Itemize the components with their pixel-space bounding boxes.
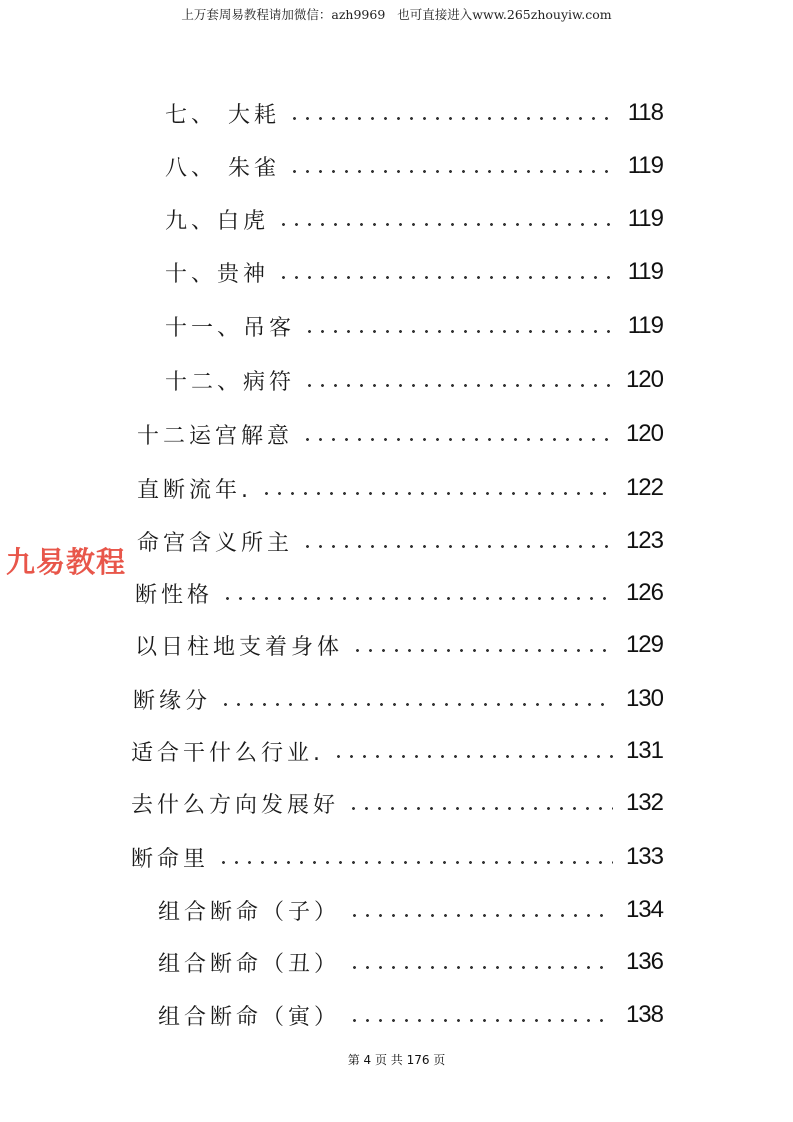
toc-entry[interactable] [131,731,663,771]
toc-entry[interactable] [158,995,663,1035]
toc-entry-page: 138 [625,1001,663,1028]
toc-entry[interactable] [165,360,663,400]
toc-entry[interactable] [165,146,663,186]
toc-entry-page: 134 [625,896,663,923]
toc-leader-dots [351,649,613,652]
toc-entry-page: 132 [625,789,663,816]
toc-entry[interactable] [158,890,663,930]
toc-entry-page: 126 [625,579,663,606]
toc-entry[interactable] [131,783,663,823]
toc-entry[interactable] [137,468,663,508]
page-header [0,5,793,23]
toc-entry-title: 组合断命（丑） [158,951,341,977]
toc-leader-dots [277,223,613,226]
toc-leader-dots [348,914,613,917]
toc-leader-dots [303,384,613,387]
toc-entry-page: 119 [627,312,663,339]
toc-entry-title: 适合干什么行业. [131,740,324,766]
toc-entry[interactable] [165,306,663,346]
toc-leader-dots [288,117,613,120]
header-wechat-text: 上万套周易教程请加微信：azh9969 [181,7,386,22]
toc-leader-dots [301,545,613,548]
toc-leader-dots [303,330,613,333]
toc-entry[interactable] [133,679,663,719]
toc-leader-dots [348,966,613,969]
toc-entry-page: 120 [625,420,663,447]
toc-entry[interactable] [158,942,663,982]
toc-entry-page: 122 [625,474,663,501]
toc-entry-page: 119 [627,205,663,232]
toc-entry-page: 131 [625,737,663,764]
toc-entry-title: 十、贵神 [165,261,270,287]
toc-entry[interactable] [131,837,663,877]
toc-leader-dots [288,170,613,173]
toc-entry-page: 120 [625,366,663,393]
toc-leader-dots [301,438,613,441]
toc-leader-dots [217,861,613,864]
toc-entry-page: 130 [625,685,663,712]
toc-entry-page: 119 [627,258,663,285]
toc-entry-title: 八、 朱雀 [165,155,280,181]
toc-leader-dots [221,597,613,600]
page-footer: 第 4 页 共 176 页 [347,1053,446,1067]
header-website-text: 也可直接进入www.265zhouyiw.com [397,7,612,22]
toc-entry-title: 以日柱地支着身体 [135,634,344,660]
toc-entry-page: 136 [625,948,663,975]
toc-leader-dots [219,703,613,706]
toc-entry-page: 133 [625,843,663,870]
toc-leader-dots [260,492,613,495]
toc-entry-title: 断缘分 [133,688,212,714]
toc-entry[interactable] [137,521,663,561]
toc-entry[interactable] [135,625,663,665]
toc-leader-dots [347,807,613,810]
toc-entry-title: 十二运宫解意 [137,423,294,449]
toc-entry[interactable] [165,252,663,292]
toc-entry-title: 九、白虎 [165,208,270,234]
toc-entry[interactable] [165,93,663,133]
toc-entry-title: 十二、病符 [165,369,296,395]
toc-entry[interactable] [135,573,663,613]
toc-entry-title: 十一、吊客 [165,315,296,341]
toc-entry-title: 七、 大耗 [165,102,280,128]
toc-entry[interactable] [137,414,663,454]
toc-entry-title: 命宫含义所主 [137,530,294,556]
toc-entry[interactable] [165,199,663,239]
watermark-logo: 九易教程 [6,545,127,579]
toc-entry-title: 组合断命（寅） [158,1004,341,1030]
toc-entry-title: 组合断命（子） [158,899,341,925]
toc-entry-title: 直断流年. [137,477,252,503]
toc-leader-dots [277,276,613,279]
toc-entry-title: 断命里 [131,846,210,872]
toc-entry-page: 123 [625,527,663,554]
toc-leader-dots [332,755,613,758]
toc-entry-page: 118 [627,99,663,126]
toc-entry-title: 去什么方向发展好 [131,792,340,818]
toc-leader-dots [348,1019,613,1022]
toc-entry-title: 断性格 [135,582,214,608]
toc-entry-page: 129 [625,631,663,658]
toc-entry-page: 119 [627,152,663,179]
